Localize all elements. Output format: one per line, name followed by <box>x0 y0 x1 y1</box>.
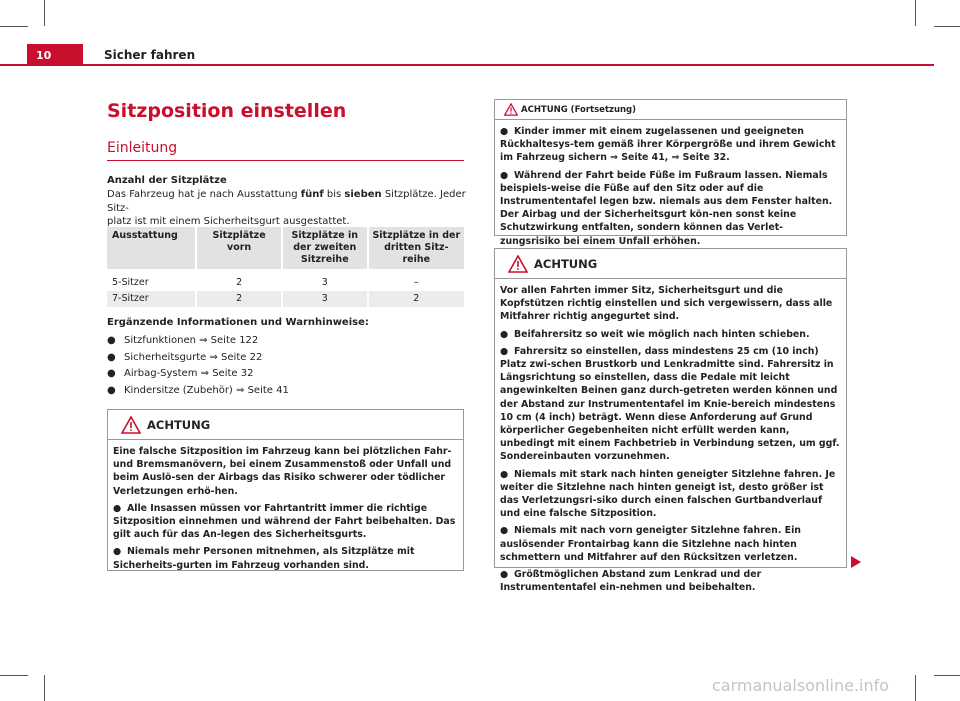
warning-box-continued <box>494 99 847 247</box>
warning-text: Eine falsche Sitzposition im Fahrzeug kann bei plötzlichen Fahr- und Bremsmanövern, bei einem Zusammenstoß oder Unfall und beim Auslö-sen der Airbags das Risiko schwerer oder tödlicher Verletzungen erhö-hen. <box>113 446 452 497</box>
table-cell: 3 <box>282 275 368 291</box>
warning-label: ACHTUNG <box>534 257 598 271</box>
warning-body <box>495 120 846 248</box>
warning-item: ● Kinder immer mit einem zugelassenen und geeigneten Rückhaltesys-tem gemäß ihrer Körpergröße und ihrem Gewicht im Fahrzeug sichern ⇒ Seite 41, ⇒ Seite 32. <box>500 126 836 164</box>
warning-box <box>107 409 464 571</box>
seat-table <box>107 227 464 307</box>
table-cell: 7-Sitzer <box>107 291 196 307</box>
table-cell: 5-Sitzer <box>112 277 149 288</box>
table-header: Ausstattung <box>107 227 196 269</box>
warning-box <box>494 248 847 594</box>
warning-body <box>108 440 463 572</box>
table-header: Sitzplätze in der dritten Sitz-reihe <box>368 227 464 269</box>
crop-mark <box>934 26 960 27</box>
intro-paragraph: Das Fahrzeug hat je nach Ausstattung fünf bis sieben Sitzplätze. Jeder Sitz- platz ist mit einem Sicherheitsgurt ausgestattet. <box>107 189 466 227</box>
continue-arrow-icon <box>851 556 861 568</box>
table-header: Sitzplätze vorn <box>196 227 282 269</box>
bullet: ● <box>500 525 509 537</box>
table-cell: 3 <box>282 291 368 307</box>
warning-triangle-icon <box>504 103 518 116</box>
warning-header <box>495 249 846 279</box>
crop-mark <box>0 26 28 27</box>
table-cell: – <box>368 275 464 291</box>
bullet: ● <box>500 126 509 137</box>
seat-count-heading: Anzahl der Sitzplätze <box>107 175 227 186</box>
link-airbag-system[interactable]: Airbag-System ⇒ Seite 32 <box>124 368 254 379</box>
warning-label: ACHTUNG (Fortsetzung) <box>521 105 637 115</box>
section-subtitle: Einleitung <box>107 140 464 161</box>
crop-mark <box>915 675 916 701</box>
warning-body <box>495 279 846 594</box>
warning-triangle-icon <box>508 255 528 273</box>
warning-triangle-icon <box>121 416 141 434</box>
warning-header <box>108 410 463 440</box>
page-number: 10 <box>27 44 83 66</box>
crop-mark <box>44 675 45 701</box>
bullet: ● <box>500 468 509 480</box>
link-seat-functions[interactable]: Sitzfunktionen ⇒ Seite 122 <box>124 335 259 346</box>
bullet: ● <box>500 569 509 581</box>
bullet: ● <box>113 502 122 514</box>
crop-mark <box>915 0 916 26</box>
page-title: Sitzposition einstellen <box>107 100 347 122</box>
crop-mark <box>934 675 960 676</box>
info-list <box>107 333 467 399</box>
bullet: ● <box>500 169 509 181</box>
warning-label: ACHTUNG <box>147 418 211 432</box>
bullet: ● <box>107 351 116 363</box>
warning-item: ● Niemals mit nach vorn geneigter Sitzlehne fahren. Ein auslösender Frontairbag kann die Sitzlehne nach hinten schmettern und Mitfahrer auf den Rücksitzen verletzen. <box>500 525 801 563</box>
crop-mark <box>44 0 45 26</box>
warning-item: ● Beifahrersitz so weit wie möglich nach hinten schieben. <box>500 328 810 340</box>
warning-item: ● Fahrersitz so einstellen, dass mindestens 25 cm (10 inch) Platz zwi-schen Brustkorb und Lenkradmitte sind. Fahrersitz in Längsrichtung so einstellen, dass die Pedale mit leicht angewinkelten Beinen ganz durch-getreten werden können und der Abstand zur Instrumententafel im Knie-bereich mindestens 10 cm (4 inch) beträgt. Wenn diese Anforderung auf Grund körperlicher Gegebenheiten nicht erfüllt werden kann, unbedingt mit einem Fachbetrieb in Verbindung setzen, um ggf. Sondereinbauten vorzunehmen. <box>500 345 840 463</box>
bullet: ● <box>113 546 122 558</box>
link-seatbelts[interactable]: Sicherheitsgurte ⇒ Seite 22 <box>124 351 263 363</box>
warning-item: ● Niemals mit stark nach hinten geneigter Sitzlehne fahren. Je weiter die Sitzlehne nach hinten geneigt ist, desto größer ist das Verletzungsri-siko durch einen falschen Gurtbandverlauf und eine falsche Sitzposition. <box>500 468 836 520</box>
section-title: Sicher fahren <box>104 48 196 62</box>
page-header <box>0 44 934 66</box>
info-heading: Ergänzende Informationen und Warnhinweise: <box>107 317 369 328</box>
table-cell: 2 <box>196 275 282 291</box>
warning-item: ● Größtmöglichen Abstand zum Lenkrad und der Instrumententafel ein-nehmen und beibehalten. <box>500 569 762 594</box>
list-item <box>107 333 467 350</box>
bullet: ● <box>500 345 509 357</box>
watermark: carmanualsonline.info <box>712 676 890 695</box>
bullet: ● <box>107 335 116 346</box>
list-item <box>107 383 467 400</box>
list-item <box>107 350 467 367</box>
bullet: ● <box>107 368 116 379</box>
warning-text: Vor allen Fahrten immer Sitz, Sicherheitsgurt und die Kopfstützen richtig einstellen und sich vergewissern, dass alle Mitfahrer richtig angegurtet sind. <box>500 285 833 323</box>
table-cell: 2 <box>368 291 464 307</box>
warning-item: ● Niemals mehr Personen mitnehmen, als Sitzplätze mit Sicherheits-gurten im Fahrzeug vorhanden sind. <box>113 546 415 571</box>
list-item <box>107 366 467 383</box>
warning-item: ● Alle Insassen müssen vor Fahrtantritt immer die richtige Sitzposition einnehmen und während der Fahrt beibehalten. Das gilt auch für das An-legen des Sicherheitsgurts. <box>113 502 456 541</box>
table-row <box>107 275 464 291</box>
crop-mark <box>0 675 28 676</box>
table-row <box>107 291 464 307</box>
table-header: Sitzplätze in der zweiten Sitzreihe <box>282 227 368 269</box>
link-child-seats[interactable]: Kindersitze (Zubehör) ⇒ Seite 41 <box>124 384 289 396</box>
warning-header <box>495 100 846 120</box>
warning-item: ● Während der Fahrt beide Füße im Fußraum lassen. Niemals beispiels-weise die Füße auf den Sitz oder auf die Instrumententafel legen bzw. niemals aus dem Fenster halten. Der Airbag und der Sicherheitsgurt kön-nen sonst keine Schutzwirkung entfalten, sondern können das Verlet-zungsrisiko bei einem Unfall erhöhen. <box>500 169 833 247</box>
bullet: ● <box>107 384 116 396</box>
table-cell: 2 <box>196 291 282 307</box>
bullet: ● <box>500 328 509 340</box>
